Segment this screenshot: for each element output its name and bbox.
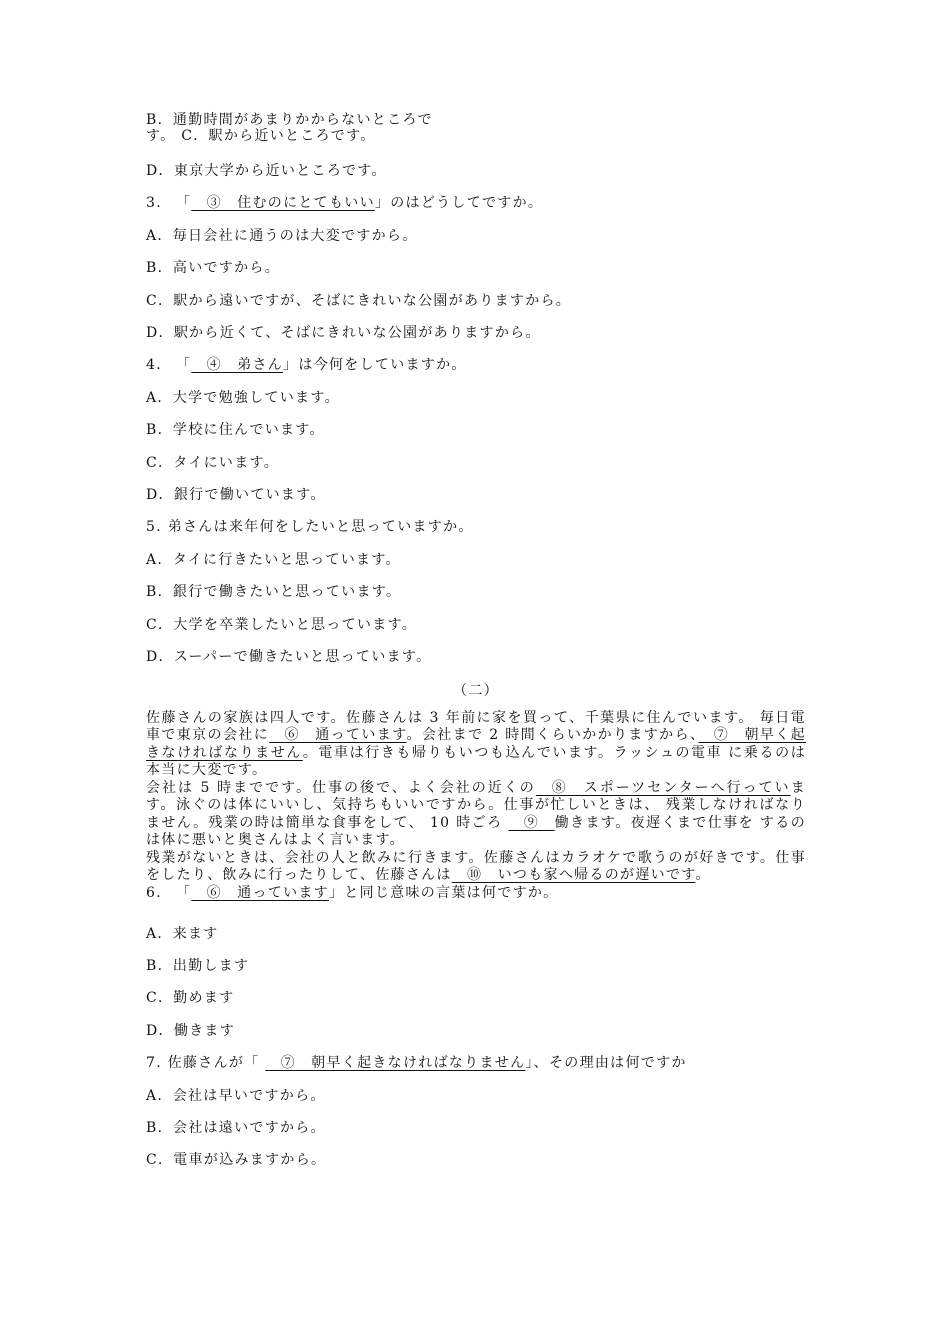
q4-option-a: A．大学で勉強しています。 [146,389,340,406]
q3-question-tail: 」のはどうしてですか。 [374,195,544,212]
q6-question [146,885,806,902]
para1-text-1: 佐藤さんの家族は四人です。佐藤さんは 3 年前に家を買って、千葉県に住んでいます。 毎日電車で東京の会社に [146,709,806,743]
para1-underline-6: ⑥ 通っています [269,727,407,743]
passage-paragraph-1 [146,710,806,780]
para1-text-3: 。電車は行きも帰りもいつも込んでいます。ラッシュの電車 に乗るのは本当に大変です。 [146,744,806,778]
q3-option-a: A．毎日会社に通うのは大変ですから。 [146,227,418,244]
q7-underlined-phrase: ⑦ 朝早く起きなければなりません [265,1055,526,1072]
q7-option-b: B．会社は遠いですから。 [146,1119,326,1136]
q3-option-c: C．駅から遠いですが、そばにきれいな公園がありますから。 [146,292,572,309]
q3-option-d: D．駅から近くて、そばにきれいな公園がありますから。 [146,325,541,342]
q6-number: 6. [146,884,162,901]
passage-paragraph-3 [146,850,806,885]
q6-option-a: A．来ます [146,925,219,942]
q3-number: 3. [146,195,162,212]
section-heading: （二） [453,682,499,699]
para3-text-1: 残業がないときは、会社の人と飲みに行きます。佐藤さんはカラオケで歌うのが好きです。仕事をしたり、飲みに行ったりして、佐藤さんは [146,849,806,883]
q3-open-bracket: 「 [175,195,192,212]
q4-option-b: B．学校に住んでいます。 [146,422,325,439]
q7-question-tail: 」、その理由は何ですか [525,1055,687,1072]
q7-prefix: 7. 佐藤さんが「 [146,1055,266,1072]
q5-option-d: D．スーパーで働きたいと思っています。 [146,649,432,666]
q2-option-d: D．東京大学から近いところです。 [146,163,387,179]
q3-underlined-phrase: ③ 住むのにとてもいい [191,195,375,212]
q4-question [146,349,806,381]
para2-text-3: 働きます。夜遅くまで仕事を するのは体に悪いと奥さんはよく言います。 [146,814,806,848]
q3-option-b: B．高いですから。 [146,260,280,277]
para2-underline-8: ⑧ スポーツセンターへ行ってい [535,779,791,796]
document-page [146,112,806,1177]
q5-question: 5. 弟さんは来年何をしたいと思っていますか。 [146,519,474,536]
q4-open-bracket: 「 [175,357,192,374]
q6-question-tail: 」と同じ意味の言葉は何ですか。 [328,884,559,901]
q6-option-d: D．働きます [146,1022,236,1039]
para3-underline-10: ⑩ いつも家へ帰るのが遅いです [451,867,696,883]
q2-option-b-line1: B．通勤時間があまりかからないところで [146,112,433,128]
passage-paragraph-2 [146,780,806,850]
para3-text-2: 。 [695,867,711,883]
para2-text-2: ます。泳ぐのは体にいいし、気持ちもいいですから。仕事が忙しいときは、 残業しなければなりません。残業の時は簡単な食事をして、 10 時ごろ [146,779,806,831]
q7-option-a: A．会社は早いですから。 [146,1087,326,1104]
q4-question-tail: 」は今何をしていますか。 [283,357,467,374]
q6-option-c: C．勤めます [146,990,235,1007]
q7-option-c: C．電車が込みますから。 [146,1152,327,1169]
q5-option-c: C．大学を卒業したいと思っています。 [146,616,417,633]
q4-underlined-phrase: ④ 弟さん [191,357,284,374]
para2-underline-9: ⑨ [508,814,555,831]
q4-number: 4. [146,357,162,374]
q5-option-a: A．タイに行きたいと思っています。 [146,551,401,568]
para1-underline-7: ⑦ 朝早く起きなければなりません [146,727,806,761]
q5-option-b: B．銀行で働きたいと思っています。 [146,584,402,601]
q3-question [146,187,806,219]
q7-question [146,1047,806,1079]
q6-option-b: B．出勤します [146,957,250,974]
q6-open-bracket: 「 [175,884,192,901]
para1-text-2: 。会社まで 2 時間くらいかかりますから、 [406,727,699,743]
q4-option-c: C．タイにいます。 [146,454,280,471]
q2-option-b-line2: す。 C．駅から近いところです。 [146,128,376,144]
para2-text-1: 会社は 5 時までです。仕事の後で、よく会社の近くの [146,779,536,796]
q4-option-d: D．銀行で働いています。 [146,487,326,504]
q6-underlined-phrase: ⑥ 通っています [191,884,329,901]
